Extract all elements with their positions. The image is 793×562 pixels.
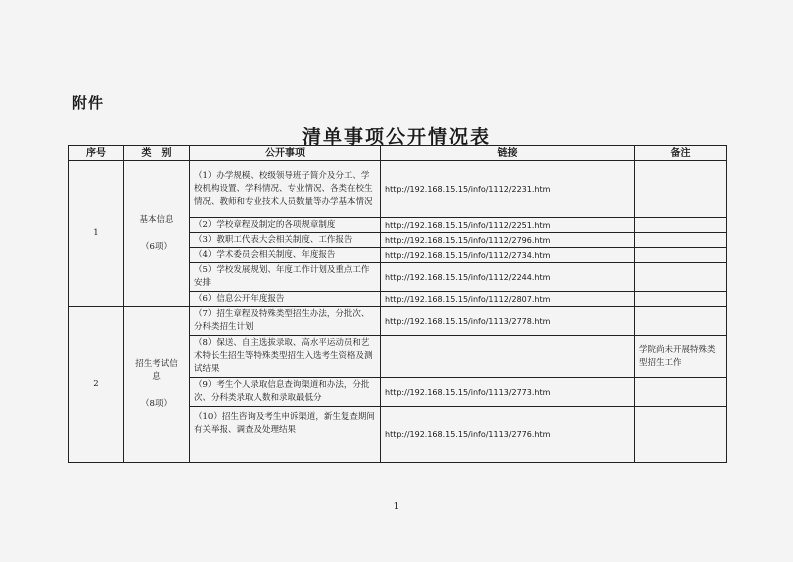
item-cell: （5）学校发展规划、年度工作计划及重点工作安排 — [190, 263, 381, 292]
link-cell[interactable]: http://192.168.15.15/info/1113/2778.htm — [381, 307, 635, 336]
disclosure-table — [68, 145, 727, 463]
note-cell — [635, 292, 727, 307]
note-cell — [635, 248, 727, 263]
page-number: 1 — [393, 502, 400, 512]
note-cell — [635, 307, 727, 336]
attachment-label: 附件 — [72, 94, 105, 112]
link-cell[interactable] — [381, 336, 635, 378]
item-cell: （10）招生咨询及考生申诉渠道，新生复查期间有关举报、调查及处理结果 — [190, 407, 381, 463]
seq-cell: 2 — [69, 307, 124, 463]
note-cell — [635, 218, 727, 233]
item-cell: （8）保送、自主选拔录取、高水平运动员和艺术特长生招生等特殊类型招生入选考生资格及测试结果 — [190, 336, 381, 378]
header-seq: 序号 — [69, 146, 124, 161]
category-name: 招生考试信 — [135, 359, 178, 369]
note-cell — [635, 378, 727, 407]
note-cell: 学院尚未开展特殊类型招生工作 — [635, 336, 727, 378]
item-cell: （1）办学规模、校级领导班子简介及分工、学校机构设置、学科情况、专业情况、各类在校生情况、教师和专业技术人员数量等办学基本情况 — [190, 161, 381, 218]
header-item: 公开事项 — [190, 146, 381, 161]
header-note: 备注 — [635, 146, 727, 161]
note-cell — [635, 233, 727, 248]
link-cell[interactable]: http://192.168.15.15/info/1112/2796.htm — [381, 233, 635, 248]
category-cell — [124, 161, 190, 307]
category-name: 基本信息 — [139, 214, 174, 225]
table-row — [69, 161, 727, 218]
item-cell: （4）学术委员会相关制度、年度报告 — [190, 248, 381, 263]
seq-cell: 1 — [69, 161, 124, 307]
table-row — [69, 307, 727, 336]
item-cell: （6）信息公开年度报告 — [190, 292, 381, 307]
category-cell — [124, 307, 190, 463]
item-cell: （3）教职工代表大会相关制度、工作报告 — [190, 233, 381, 248]
table-header-row — [69, 146, 727, 161]
header-link: 链接 — [381, 146, 635, 161]
category-count: （8项） — [141, 399, 172, 409]
link-cell[interactable]: http://192.168.15.15/info/1112/2251.htm — [381, 218, 635, 233]
link-cell[interactable]: http://192.168.15.15/info/1112/2231.htm — [381, 161, 635, 218]
note-cell — [635, 263, 727, 292]
link-cell[interactable]: http://192.168.15.15/info/1112/2807.htm — [381, 292, 635, 307]
page-title: 清单事项公开情况表 — [301, 126, 491, 148]
note-cell — [635, 407, 727, 463]
category-name-cont: 息 — [152, 372, 161, 382]
item-cell: （7）招生章程及特殊类型招生办法，分批次、分科类招生计划 — [190, 307, 381, 336]
item-cell: （2）学校章程及制定的各项规章制度 — [190, 218, 381, 233]
link-cell[interactable]: http://192.168.15.15/info/1113/2776.htm — [381, 407, 635, 463]
link-cell[interactable]: http://192.168.15.15/info/1112/2734.htm — [381, 248, 635, 263]
header-category: 类 别 — [124, 146, 190, 161]
note-cell — [635, 161, 727, 218]
item-cell: （9）考生个人录取信息查询渠道和办法，分批次、分科类录取人数和录取最低分 — [190, 378, 381, 407]
link-cell[interactable]: http://192.168.15.15/info/1113/2773.htm — [381, 378, 635, 407]
link-cell[interactable]: http://192.168.15.15/info/1112/2244.htm — [381, 263, 635, 292]
category-count: （6项） — [141, 241, 172, 252]
